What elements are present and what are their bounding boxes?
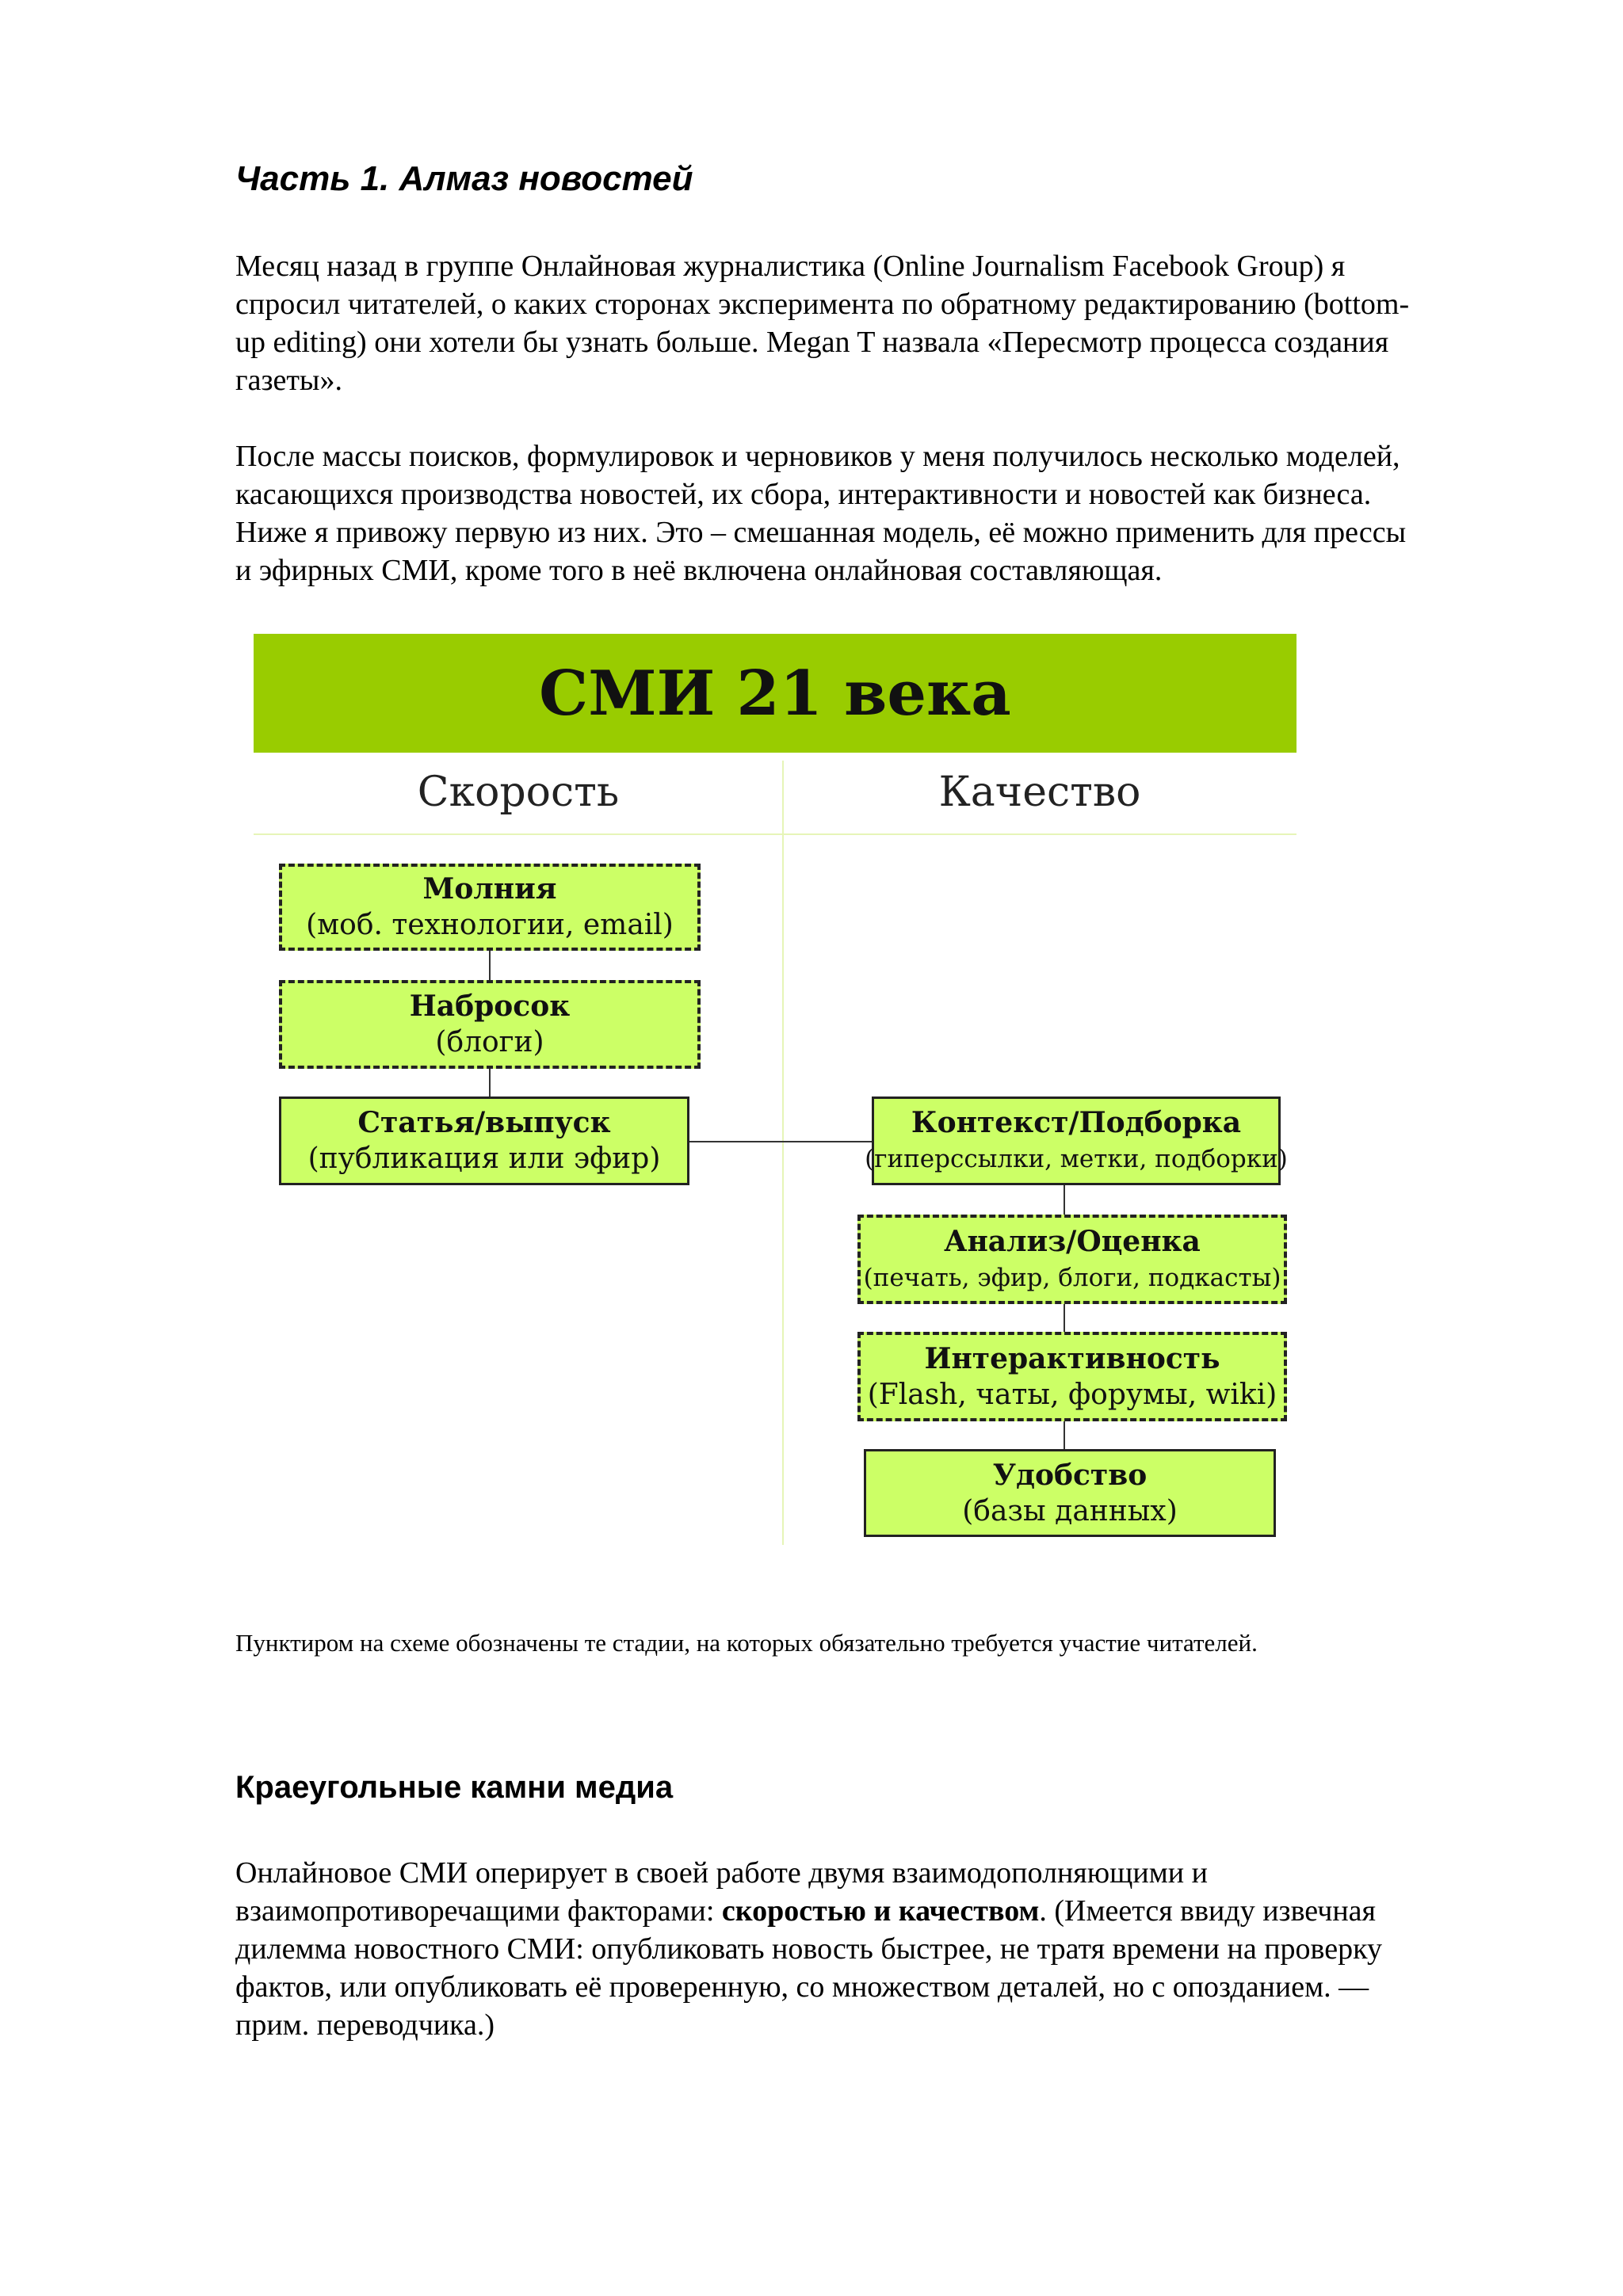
text-line: фактов, или опубликовать её проверенную, со множеством деталей, но с опозданием. — — [235, 1970, 1369, 2004]
text-segment: взаимопротиворечащими факторами: — [235, 1894, 722, 1928]
connector-context-analysis — [1064, 1184, 1065, 1215]
stage-title: Статья/выпуск — [357, 1106, 611, 1139]
stage-title: Контекст/Подборка — [911, 1106, 1242, 1139]
media-21-century-diagram — [254, 634, 1300, 1553]
stage-box-context — [865, 1097, 1288, 1185]
connector-sketch-article — [489, 1068, 491, 1097]
stage-subtitle: (публикация или эфир) — [307, 1142, 661, 1175]
stage-subtitle: (базы данных) — [962, 1494, 1178, 1527]
stage-subtitle: (блоги) — [435, 1026, 544, 1058]
stage-box-lightning — [279, 864, 701, 951]
column-divider-vertical — [782, 761, 784, 1545]
stage-title: Анализ/Оценка — [944, 1224, 1201, 1258]
text-line: Онлайновое СМИ оперирует в своей работе двумя взаимодополняющими и — [235, 1856, 1208, 1890]
text-segment: . (Имеется ввиду извечная — [1039, 1894, 1376, 1928]
column-header-speed: Скорость — [417, 769, 620, 816]
stage-title: Удобство — [992, 1458, 1148, 1492]
stage-title: Молния — [422, 872, 557, 906]
text-line: up editing) они хотели бы узнать больше. Megan T назвала «Пересмотр процесса создания — [235, 326, 1389, 359]
text-line: спросил читателей, о каких сторонах эксперимента по обратному редактированию (bottom- — [235, 288, 1410, 321]
text-line — [235, 1892, 1535, 1930]
stage-box-convenience — [864, 1449, 1276, 1537]
text-line: и эфирных СМИ, кроме того в неё включена онлайновая составляющая. — [235, 554, 1163, 587]
connector-lightning-sketch — [489, 950, 491, 980]
stage-subtitle: (Flash, чаты, форумы, wiki) — [867, 1378, 1277, 1411]
diagram-title-banner: СМИ 21 века — [254, 634, 1296, 753]
stage-subtitle: (печать, эфир, блоги, подкасты) — [863, 1263, 1281, 1292]
heading-part-1: Часть 1. Алмаз новостей — [235, 159, 693, 198]
text-line: Ниже я привожу первую из них. Это – смешанная модель, её можно применить для прессы — [235, 516, 1407, 549]
connector-analysis-interactivity — [1064, 1303, 1065, 1332]
column-header-quality: Качество — [938, 769, 1141, 816]
heading-cornerstones: Краеугольные камни медиа — [235, 1770, 674, 1805]
intro-paragraph — [235, 247, 1535, 399]
diagram-caption: Пунктиром на схеме обозначены те стадии, на которых обязательно требуется участие читателей. — [235, 1629, 1258, 1657]
stage-title: Интерактивность — [924, 1341, 1220, 1375]
stage-box-sketch — [279, 980, 701, 1069]
column-divider-horizontal — [254, 833, 1296, 835]
text-line: касающихся производства новостей, их сбора, интерактивности и новостей как бизнеса. — [235, 478, 1372, 511]
connector-article-context — [688, 1141, 872, 1142]
text-line: дилемма новостного СМИ: опубликовать новость быстрее, не тратя времени на проверку — [235, 1932, 1383, 1966]
text-line: газеты». — [235, 364, 342, 397]
text-line: Месяц назад в группе Онлайновая журналистика (Online Journalism Facebook Group) я — [235, 250, 1346, 283]
emphasis-speed-quality: скоростью и качеством — [721, 1894, 1040, 1928]
stage-subtitle: (гиперссылки, метки, подборки) — [865, 1145, 1288, 1173]
text-line: После массы поисков, формулировок и черновиков у меня получилось несколько моделей, — [235, 440, 1400, 473]
stage-box-article — [279, 1097, 689, 1185]
stage-box-interactivity — [857, 1332, 1287, 1421]
connector-interactivity-convenience — [1064, 1421, 1065, 1449]
cornerstones-paragraph — [235, 1854, 1535, 2044]
stage-subtitle: (моб. технологии, email) — [306, 909, 674, 941]
stage-title: Набросок — [409, 990, 571, 1023]
models-paragraph — [235, 437, 1535, 589]
text-line: прим. переводчика.) — [235, 2008, 495, 2042]
stage-box-analysis — [857, 1215, 1287, 1304]
